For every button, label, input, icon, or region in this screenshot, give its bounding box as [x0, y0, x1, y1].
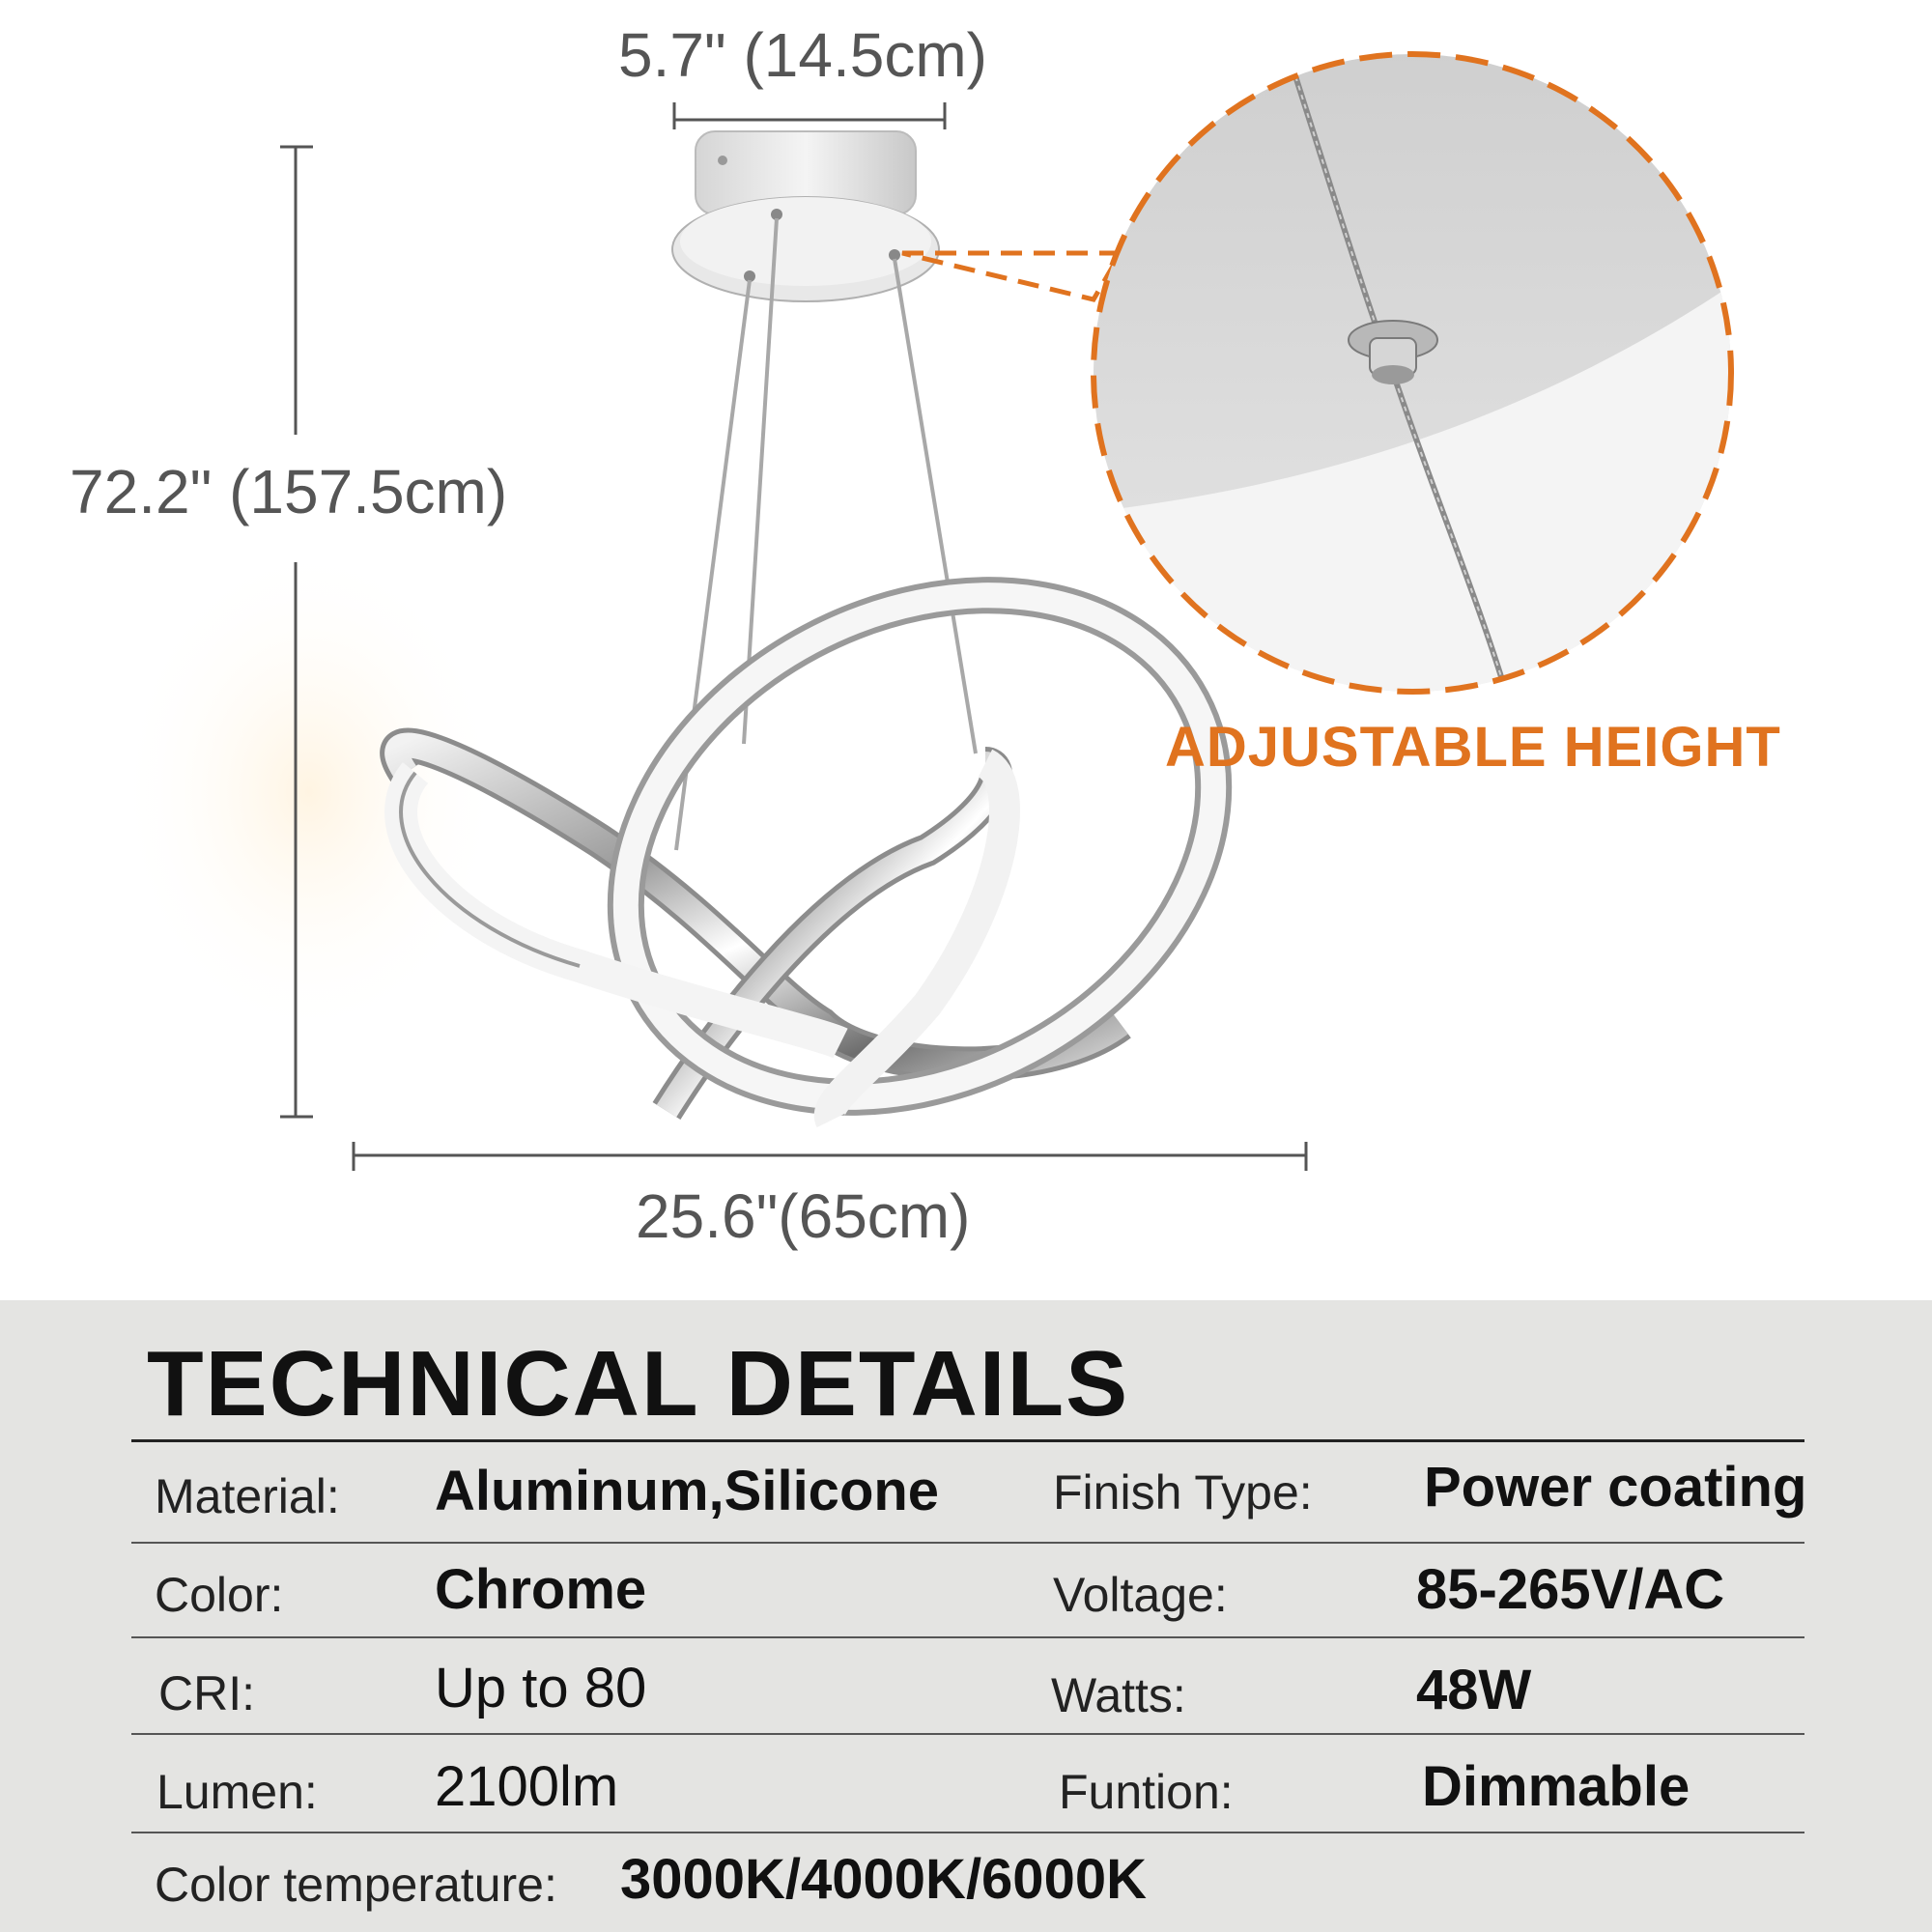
zoom-detail [1092, 48, 1739, 705]
adjustable-height-label: ADJUSTABLE HEIGHT [1165, 716, 1781, 779]
led-ring-body [397, 497, 1301, 1196]
table-rule [131, 1439, 1804, 1442]
table-rule [131, 1636, 1804, 1638]
callout-connector [902, 253, 1121, 299]
suspension-cables [676, 218, 976, 850]
spec-value-voltage: 85-265V/AC [1416, 1558, 1725, 1621]
light-glow [116, 541, 502, 1043]
spec-value-color: Chrome [435, 1558, 647, 1621]
spec-label-color-temperature: Color temperature: [155, 1858, 557, 1912]
spec-value-lumen: 2100lm [435, 1755, 619, 1818]
spec-label-lumen: Lumen: [156, 1765, 318, 1819]
spec-value-function: Dimmable [1422, 1755, 1690, 1818]
top-width-dimension: 5.7" (14.5cm) [618, 20, 987, 90]
spec-value-watts: 48W [1416, 1659, 1532, 1721]
spec-label-material: Material: [155, 1469, 340, 1523]
spec-value-finish-type: Power coating [1424, 1456, 1807, 1519]
spec-label-finish-type: Finish Type: [1053, 1465, 1313, 1520]
spec-label-color: Color: [155, 1568, 284, 1622]
height-dimension: 72.2" (157.5cm) [70, 457, 508, 526]
bottom-width-dimension: 25.6"(65cm) [636, 1181, 971, 1251]
spec-label-cri: CRI: [158, 1666, 255, 1720]
technical-details-title: TECHNICAL DETAILS [147, 1332, 1130, 1435]
table-rule [131, 1832, 1804, 1833]
spec-value-color-temperature: 3000K/4000K/6000K [620, 1848, 1147, 1911]
table-rule [131, 1542, 1804, 1544]
spec-value-material: Aluminum,Silicone [435, 1460, 940, 1522]
spec-label-voltage: Voltage: [1053, 1568, 1228, 1622]
spec-value-cri: Up to 80 [435, 1657, 647, 1719]
table-rule [131, 1733, 1804, 1735]
spec-label-function: Funtion: [1059, 1765, 1234, 1819]
spec-label-watts: Watts: [1051, 1668, 1186, 1722]
